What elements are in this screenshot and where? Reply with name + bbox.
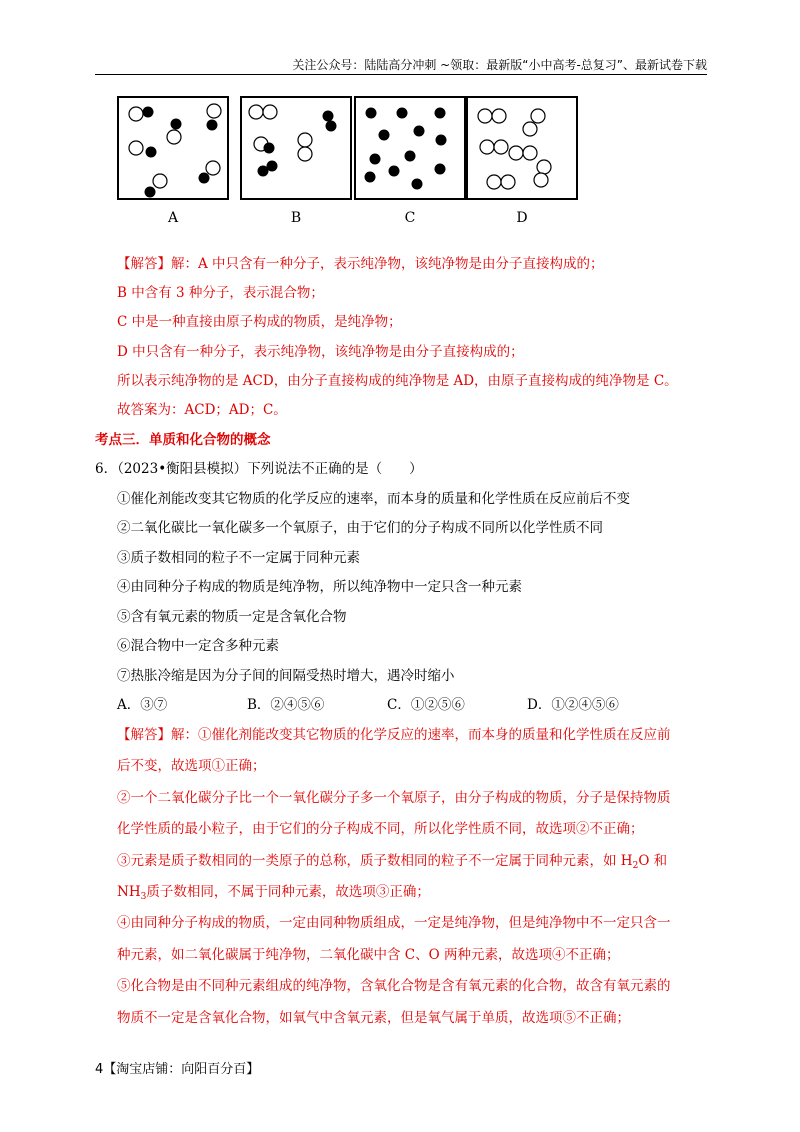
answer1-tag: 【解答】 bbox=[117, 256, 171, 272]
option-a: A．③⑦ bbox=[117, 697, 168, 713]
molecule-diagram-a bbox=[119, 98, 227, 198]
answer2-line-10: 物质不一定是含氧化合物，如氧气中含氧元素，但是氧气属于单质，故选项⑤不正确； bbox=[117, 1010, 630, 1026]
figure-label-c: C bbox=[404, 210, 416, 226]
answer1-line-3: C 中是一种直接由原子构成的物质，是纯净物； bbox=[117, 314, 402, 330]
question-item-1: ①催化剂能改变其它物质的化学反应的速率，而本身的质量和化学性质在反应前后不变 bbox=[117, 491, 630, 507]
atom-diagram-c bbox=[356, 98, 464, 198]
page-footer: 4【淘宝店铺：向阳百分百】 bbox=[95, 1062, 260, 1077]
answer2-line-5: ③元素是质子数相同的一类原子的总称，质子数相同的粒子不一定属于同种元素，如 $H_2O$ 和 bbox=[117, 853, 668, 871]
option-b: B．②④⑤⑥ bbox=[247, 697, 325, 713]
figure-label-b: B bbox=[290, 210, 302, 226]
option-d: D．①②④⑤⑥ bbox=[527, 697, 619, 713]
answer2-line-4: 化学性质的最小粒子，由于它们的分子构成不同，所以化学性质不同，故选项②不正确； bbox=[117, 821, 644, 837]
figure-panel-b bbox=[240, 96, 352, 200]
figure-label-d: D bbox=[516, 210, 528, 226]
answer2-line-9: ⑤化合物是由不同种元素组成的纯净物，含氧化合物是含有氧元素的化合物，故含有氧元素的 bbox=[117, 978, 671, 994]
molecule-diagram-d bbox=[468, 98, 576, 198]
question-item-3: ③质子数相同的粒子不一定属于同种元素 bbox=[117, 550, 360, 566]
question-number: 6． bbox=[95, 461, 118, 477]
answer1-line-5: 所以表示纯净物的是 ACD，由分子直接构成的纯净物是 AD，由原子直接构成的纯净物是 C。 bbox=[117, 373, 678, 389]
question-item-6: ⑥混合物中一定含多种元素 bbox=[117, 638, 279, 654]
answer2-line-7: ④由同种分子构成的物质，一定由同种物质组成，一定是纯净物，但是纯净物中不一定只含一 bbox=[117, 915, 671, 931]
answer1-line-2: B 中含有 3 种分子，表示混合物； bbox=[117, 285, 324, 301]
option-c: C．①②⑤⑥ bbox=[387, 697, 465, 713]
question-item-4: ④由同种分子构成的物质是纯净物，所以纯净物中一定只含一种元素 bbox=[117, 579, 522, 595]
figure-panel-d bbox=[466, 96, 578, 200]
answer2-line-3: ②一个二氧化碳分子比一个一氧化碳分子多一个氧原子，由分子构成的物质，分子是保持物质 bbox=[117, 790, 671, 806]
question-item-2: ②二氧化碳比一氧化碳多一个氧原子，由于它们的分子构成不同所以化学性质不同 bbox=[117, 520, 603, 536]
figure-panel-c bbox=[354, 96, 466, 200]
figure-label-a: A bbox=[167, 210, 179, 226]
question-stem: 6．（2023•衡阳县模拟）下列说法不正确的是（ ） bbox=[95, 461, 423, 477]
question-item-5: ⑤含有氧元素的物质一定是含氧化合物 bbox=[117, 609, 347, 625]
section-title: 考点三．单质和化合物的概念 bbox=[95, 432, 271, 448]
question-item-7: ⑦热胀冷缩是因为分子间的间隔受热时增大，遇冷时缩小 bbox=[117, 668, 455, 684]
answer2-tag: 【解答】 bbox=[117, 727, 171, 743]
header-rule bbox=[95, 74, 707, 75]
answer1-line-6: 故答案为：ACD；AD；C。 bbox=[117, 402, 287, 418]
answer2-line-6: $NH_3$质子数相同，不属于同种元素，故选项③正确； bbox=[117, 884, 430, 902]
answer2-line-1: 【解答】解：①催化剂能改变其它物质的化学反应的速率，而本身的质量和化学性质在反应前 bbox=[117, 727, 671, 743]
molecule-diagram-b bbox=[242, 98, 350, 198]
page-header: 关注公众号：陆陆高分冲刺 ~领取：最新版“小中高考-总复习”、最新试卷下载 bbox=[292, 58, 707, 72]
answer1-line-4: D 中只含有一种分子，表示纯净物，该纯净物是由分子直接构成的； bbox=[117, 344, 524, 360]
answer2-line-8: 种元素，如二氧化碳属于纯净物，二氧化碳中含 C、O 两种元素，故选项④不正确； bbox=[117, 947, 620, 963]
answer2-line-2: 后不变，故选项①正确； bbox=[117, 758, 266, 774]
figure-panel-a bbox=[117, 96, 229, 200]
answer1-line-1: 【解答】解：A 中只含有一种分子，表示纯净物，该纯净物是由分子直接构成的； bbox=[117, 256, 604, 272]
